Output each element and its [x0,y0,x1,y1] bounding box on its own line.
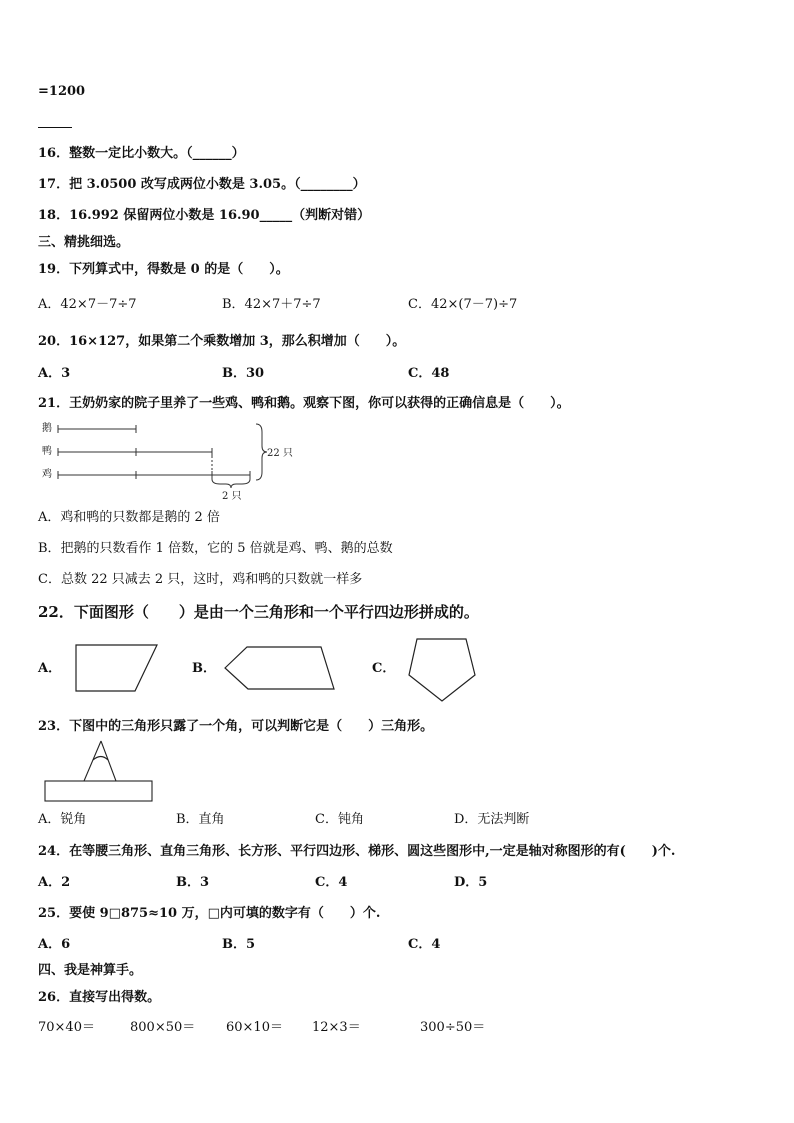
section-4-title: 四、我是神算手。 [38,963,143,978]
q25-option-b: B．5 [222,937,256,952]
q26-item-1: 70×40＝ [38,1020,95,1035]
shape-c-pentagon [407,637,477,703]
segment-diagram [38,418,308,502]
question-22-stem: 22．下面图形（ ）是由一个三角形和一个平行四边形拼成的。 [38,603,479,621]
q21-option-b: B．把鹅的只数看作 1 倍数，它的 5 倍就是鸡、鸭、鹅的总数 [38,541,393,556]
q19-option-c: C．42×(7－7)÷7 [408,297,518,312]
question-21-stem: 21．王奶奶家的院子里养了一些鸡、鸭和鹅。观察下图，你可以获得的正确信息是（ ）。 [38,396,570,411]
q19-option-b: B．42×7＋7÷7 [222,297,321,312]
q26-item-3: 60×10＝ [226,1020,283,1035]
q20-option-a: A．3 [38,366,71,381]
q24-option-a: A．2 [38,875,71,890]
diagram-label-goose: 鹅 [42,423,52,434]
question-25-stem: 25．要使 9□875≈10 万，□内可填的数字有（ ）个. [38,906,381,921]
q26-item-5: 300÷50＝ [420,1020,486,1035]
question-19-stem: 19．下列算式中，得数是 0 的是（ ）。 [38,262,289,277]
question-24-stem: 24．在等腰三角形、直角三角形、长方形、平行四边形、梯形、圆这些图形中,一定是轴对称图形的有( )个. [38,844,676,859]
equation-result: =1200 [38,84,86,99]
q22-option-c: C． [372,661,396,676]
q26-item-2: 800×50＝ [130,1020,196,1035]
q23-option-d: D．无法判断 [454,812,530,827]
q22-option-b: B． [192,661,216,676]
q24-option-d: D．5 [454,875,488,890]
question-23-stem: 23．下图中的三角形只露了一个角，可以判断它是（ ）三角形。 [38,719,434,734]
q24-option-b: B．3 [176,875,210,890]
diagram-extra-label: 2 只 [222,491,242,502]
diagram-label-chicken: 鸡 [42,469,52,480]
diagram-label-duck: 鸭 [42,446,52,457]
q20-option-c: C．48 [408,366,450,381]
question-26-stem: 26．直接写出得数。 [38,990,161,1005]
q21-option-c: C．总数 22 只减去 2 只，这时，鸡和鸭的只数就一样多 [38,572,363,587]
q23-option-c: C．钝角 [315,812,364,827]
question-17: 17．把 3.0500 改写成两位小数是 3.05。（________） [38,177,366,192]
question-18: 18．16.992 保留两位小数是 16.90_____（判断对错） [38,208,371,223]
q21-option-a: A．鸡和鸭的只数都是鹅的 2 倍 [38,510,220,525]
question-20-stem: 20．16×127，如果第二个乘数增加 3，那么积增加（ ）。 [38,334,406,349]
answer-blank-line [38,127,72,128]
q25-option-a: A．6 [38,937,71,952]
q20-option-b: B．30 [222,366,265,381]
question-16: 16．整数一定比小数大。（______） [38,146,245,161]
q23-option-b: B．直角 [176,812,225,827]
q19-option-a: A．42×7－7÷7 [38,297,137,312]
diagram-total-label: 22 只 [267,448,293,459]
section-3-title: 三、精挑细选。 [38,235,130,250]
shape-a-trapezoid [74,643,160,693]
hidden-triangle-figure [44,740,156,804]
q24-option-c: C．4 [315,875,348,890]
shape-b-triangle-parallelogram [224,645,336,693]
q25-option-c: C．4 [408,937,441,952]
q23-option-a: A．锐角 [38,812,87,827]
q22-option-a: A． [38,661,62,676]
q26-item-4: 12×3＝ [312,1020,361,1035]
